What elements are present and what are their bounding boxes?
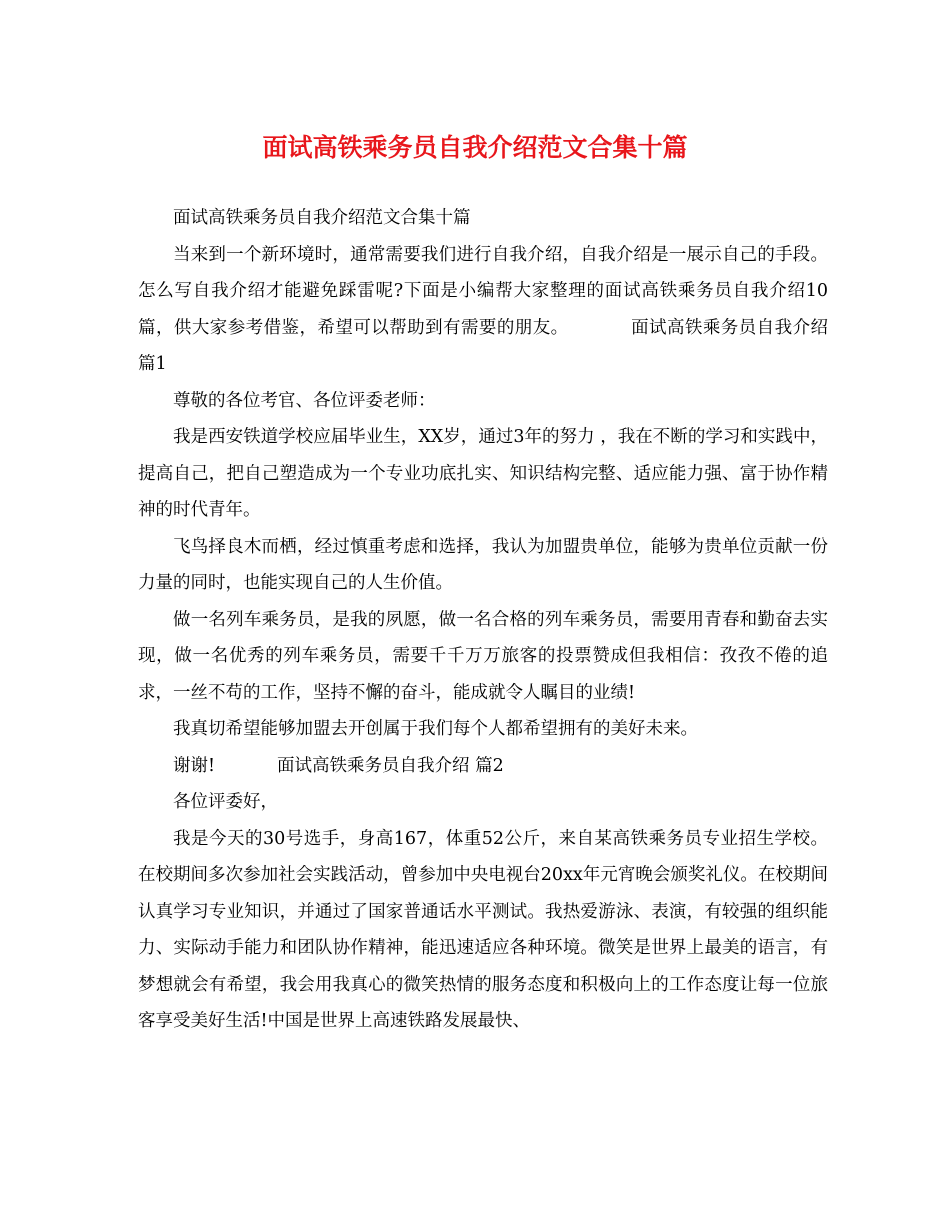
paragraph-motivation: 飞鸟择良木而栖，经过慎重考虑和选择，我认为加盟贵单位，能够为贵单位贡献一份力量的同时，也能实现自己的人生价值。 — [138, 536, 828, 593]
paragraph-hope: 我真切希望能够加盟去开创属于我们每个人都希望拥有的美好未来。 — [173, 719, 698, 739]
paragraph-self-intro-2: 我是今天的30号选手，身高167，体重52公斤，来自某高铁乘务员专业招生学校。在校期间多次参加社会实践活动，曾参加中央电视台20xx年元宵晚会颁奖礼仪。在校期间认真学习专业知识，并通过了国家普通话水平测试。我热爱游泳、表演，有较强的组织能力、实际动手能力和团队协作精神，能迅速适应各种环境。微笑是世界上最美的语言，有梦想就会有希望，我会用我真心的微笑热情的服务态度和积极向上的工作态度让每一位旅客享受美好生活!中国是世界上高速铁路发展最快、 — [138, 828, 828, 1031]
section-heading-1: 面试高铁乘务员自我介绍 篇1 — [138, 317, 829, 374]
section-heading-2: 面试高铁乘务员自我介绍 篇2 — [277, 755, 504, 776]
document-title: 面试高铁乘务员自我介绍范文合集十篇 — [262, 133, 688, 162]
paragraph-thanks — [138, 748, 828, 785]
paragraph-aspiration: 做一名列车乘务员，是我的夙愿，做一名合格的列车乘务员，需要用青春和勤奋去实现，做一名优秀的列车乘务员，需要千千万万旅客的投票赞成但我相信：孜孜不倦的追求，一丝不苟的工作，坚持不懈的奋斗，能成就令人瞩目的业绩! — [138, 609, 828, 703]
intro-text: 当来到一个新环境时，通常需要我们进行自我介绍，自我介绍是一展示自己的手段。怎么写自我介绍才能避免踩雷呢?下面是小编帮大家整理的面试高铁乘务员自我介绍10篇，供大家参考借鉴，希望可以帮助到有需要的朋友。 — [138, 244, 828, 338]
document-body — [138, 200, 828, 1040]
paragraph-subtitle: 面试高铁乘务员自我介绍范文合集十篇 — [173, 208, 471, 228]
paragraph-self-intro-1: 我是西安铁道学校应届毕业生，XX岁，通过3年的努力 ，我在不断的学习和实践中，提高自己，把自己塑造成为一个专业功底扎实、知识结构完整、适应能力强、富于协作精神的时代青年。 — [138, 427, 828, 520]
paragraph-greeting-1: 尊敬的各位考官、各位评委老师： — [173, 390, 436, 411]
paragraph-intro — [138, 237, 828, 383]
thanks-text: 谢谢! — [173, 755, 216, 776]
paragraph-greeting-2: 各位评委好， — [173, 792, 278, 812]
